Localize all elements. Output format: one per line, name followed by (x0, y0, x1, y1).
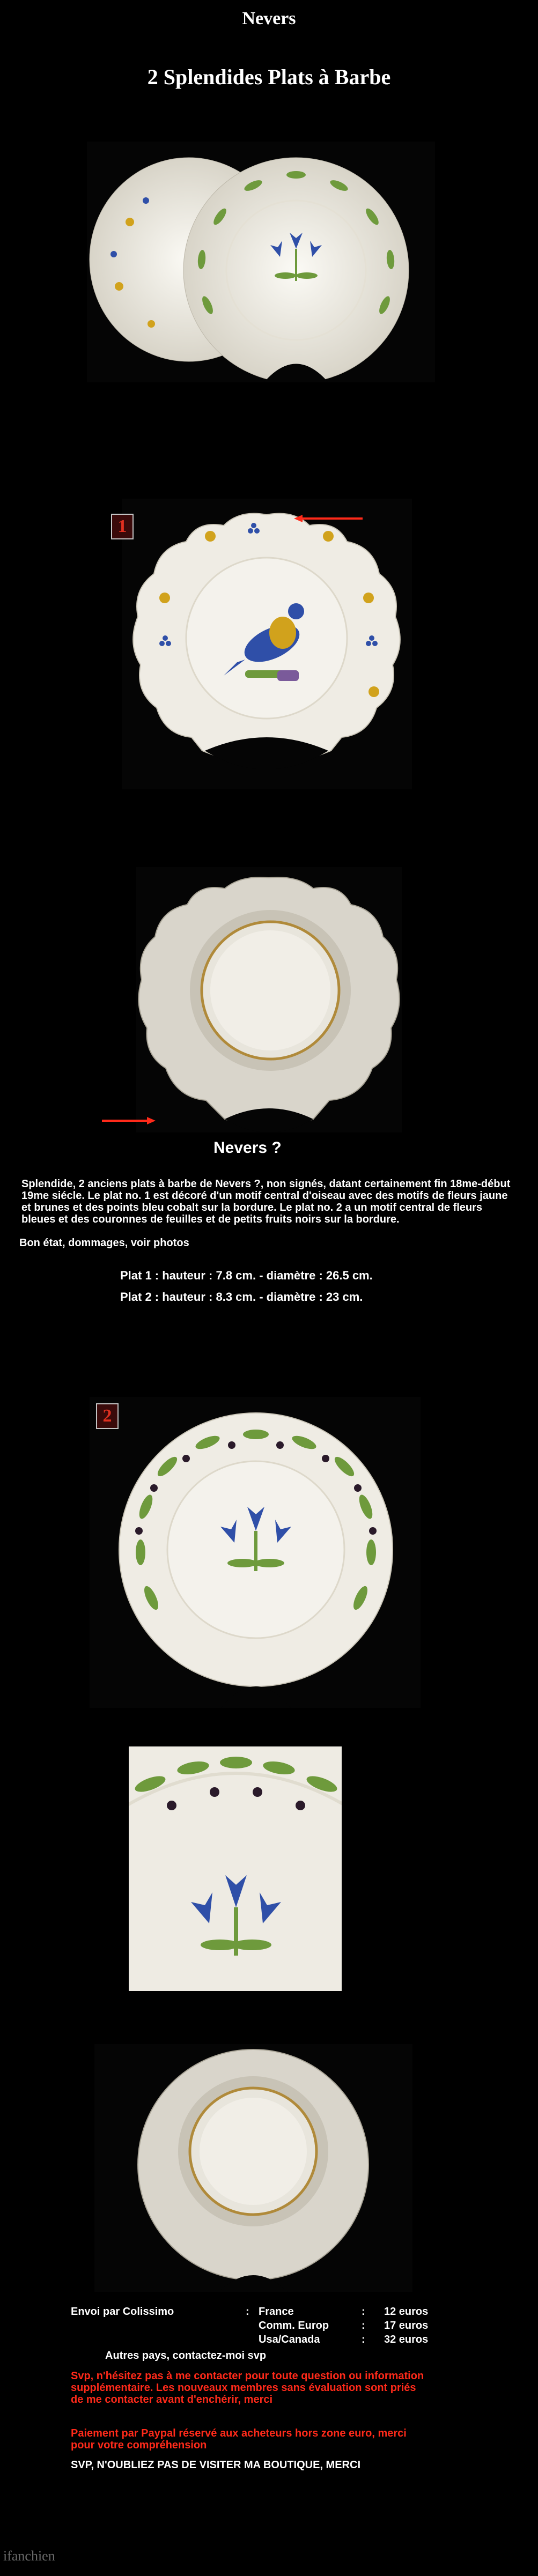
shipping-colon: : (362, 2320, 365, 2331)
shipping-colon: : (246, 2306, 249, 2318)
plate-2-dimensions: Plat 2 : hauteur : 8.3 cm. - diamètre : 23 cm. (120, 1290, 363, 1304)
plate-2-back-photo (94, 2044, 412, 2292)
plate-1-dimensions: Plat 1 : hauteur : 7.8 cm. - diamètre : 26.5 cm. (120, 1269, 373, 1282)
contact-notice: Svp, n'hésitez pas à me contacter pour toute question ou information supplémentaire. Les nouveaux membres sans évaluation sont priés de me contacter avant d'enchérir, merci (71, 2370, 424, 2405)
description-heading: Nevers ? (213, 1139, 282, 1157)
plate-1-back-photo (136, 867, 402, 1132)
plate-1-front-photo (122, 499, 412, 789)
shipping-label: Envoi par Colissimo (71, 2306, 174, 2318)
shop-notice: SVP, N'OUBLIEZ PAS DE VISITER MA BOUTIQUE, MERCI (71, 2459, 360, 2471)
shipping-zone-france: France (259, 2306, 294, 2318)
page-title: 2 Splendides Plats à Barbe (147, 65, 391, 89)
paypal-notice: Paiement par Paypal réservé aux acheteurs hors zone euro, merci pour votre compréhension (71, 2427, 407, 2451)
damage-arrow-icon (294, 515, 364, 522)
plate-2-detail-photo (129, 1746, 342, 1991)
shipping-price-europe: 17 euros (384, 2320, 429, 2331)
damage-arrow-icon (102, 1117, 156, 1124)
brand-title: Nevers (242, 9, 296, 28)
watermark-text: ifanchien (3, 2548, 55, 2564)
plate-1-badge: 1 (111, 514, 134, 539)
plate-2-front-photo (90, 1397, 421, 1708)
shipping-other: Autres pays, contactez-moi svp (105, 2350, 267, 2362)
condition-text: Bon état, dommages, voir photos (19, 1237, 189, 1249)
two-plates-photo (87, 142, 435, 382)
shipping-colon: : (362, 2306, 365, 2318)
shipping-colon: : (362, 2334, 365, 2345)
shipping-price-usa: 32 euros (384, 2334, 429, 2345)
shipping-price-france: 12 euros (384, 2306, 429, 2318)
plate-2-badge: 2 (96, 1403, 119, 1429)
shipping-zone-usa: Usa/Canada (259, 2334, 320, 2345)
description-paragraph: Splendide, 2 anciens plats à barbe de Nevers ?, non signés, datant certainement fin 18me-début 19me siécle. Le plat no. 1 est décoré d'un motif central d'oiseau avec des motifs de fleurs jaune et brunes et des points bleu cobalt sur la bordure. Le plat no. 2 a un motif central de fleurs bleues et des couronnes de feuilles et de petits fruits noirs sur la bordure. (21, 1178, 511, 1225)
shipping-zone-europe: Comm. Europ (259, 2320, 329, 2331)
